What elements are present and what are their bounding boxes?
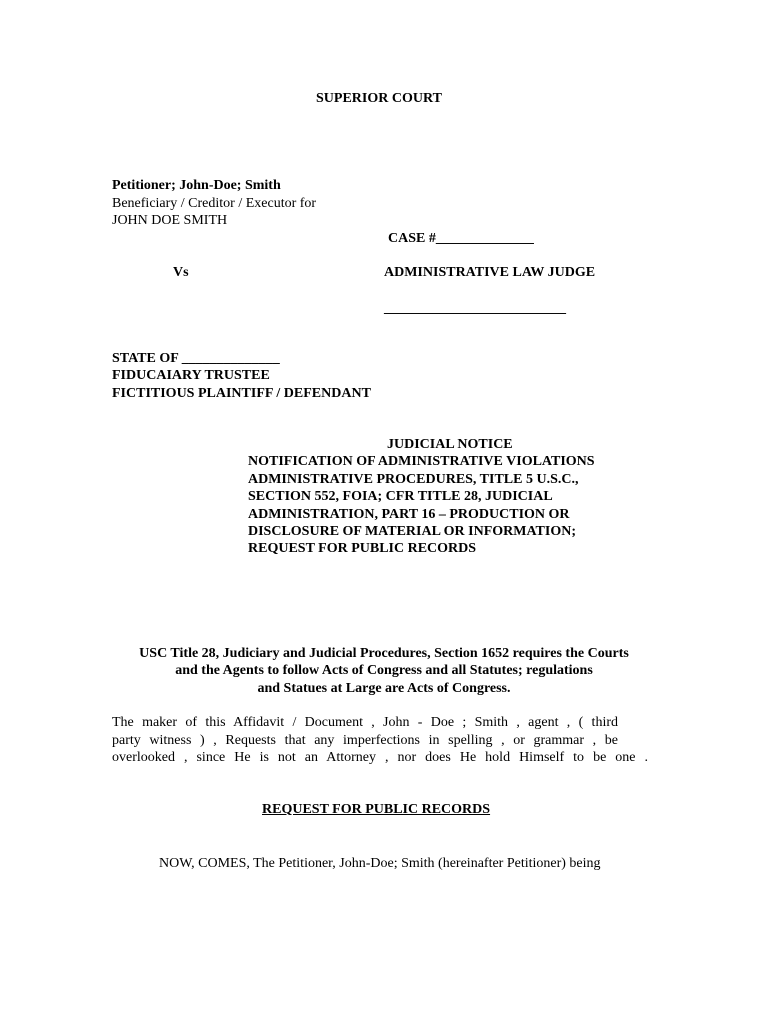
usc-statement <box>100 645 668 697</box>
petitioner-role: Beneficiary / Creditor / Executor for <box>112 196 317 211</box>
versus-label: Vs <box>173 265 189 280</box>
affidavit-line: The maker of this Affidavit / Document , John - Doe ; Smith , agent , ( third <box>112 715 618 730</box>
notice-line: NOTIFICATION OF ADMINISTRATIVE VIOLATIONS <box>248 454 595 470</box>
judge-name-blank: __________________________ <box>384 301 566 316</box>
notice-line: ADMINISTRATION, PART 16 – PRODUCTION OR <box>248 506 570 522</box>
usc-line: and Statues at Large are Acts of Congress. <box>257 680 511 696</box>
usc-line: and the Agents to follow Acts of Congress and all Statutes; regulations <box>175 663 593 679</box>
judge-title: ADMINISTRATIVE LAW JUDGE <box>384 265 596 280</box>
notice-line: ADMINISTRATIVE PROCEDURES, TITLE 5 U.S.C., <box>248 471 579 487</box>
respondent-trustee: FIDUCAIARY TRUSTEE <box>112 368 270 383</box>
court-title: SUPERIOR COURT <box>316 91 442 106</box>
notice-block <box>248 436 628 558</box>
notice-line: REQUEST FOR PUBLIC RECORDS <box>248 541 477 557</box>
notice-line: SECTION 552, FOIA; CFR TITLE 28, JUDICIAL <box>248 489 553 505</box>
respondent-plaintiff: FICTITIOUS PLAINTIFF / DEFENDANT <box>112 386 371 401</box>
case-number: CASE #______________ <box>388 231 534 246</box>
notice-heading: JUDICIAL NOTICE <box>387 437 513 452</box>
respondent-state: STATE OF ______________ <box>112 351 280 366</box>
affidavit-line: party witness ) , Requests that any imperfections in spelling , or grammar , be <box>112 733 618 748</box>
petitioner-estate: JOHN DOE SMITH <box>112 213 228 228</box>
opening-line: NOW, COMES, The Petitioner, John-Doe; Smith (hereinafter Petitioner) being <box>159 856 601 871</box>
affidavit-line: overlooked , since He is not an Attorney , nor does He hold Himself to be one . <box>112 750 648 765</box>
petitioner-name: Petitioner; John-Doe; Smith <box>112 178 281 193</box>
notice-line: DISCLOSURE OF MATERIAL OR INFORMATION; <box>248 524 576 540</box>
section-heading: REQUEST FOR PUBLIC RECORDS <box>262 802 491 817</box>
usc-line: USC Title 28, Judiciary and Judicial Procedures, Section 1652 requires the Courts <box>139 646 629 661</box>
